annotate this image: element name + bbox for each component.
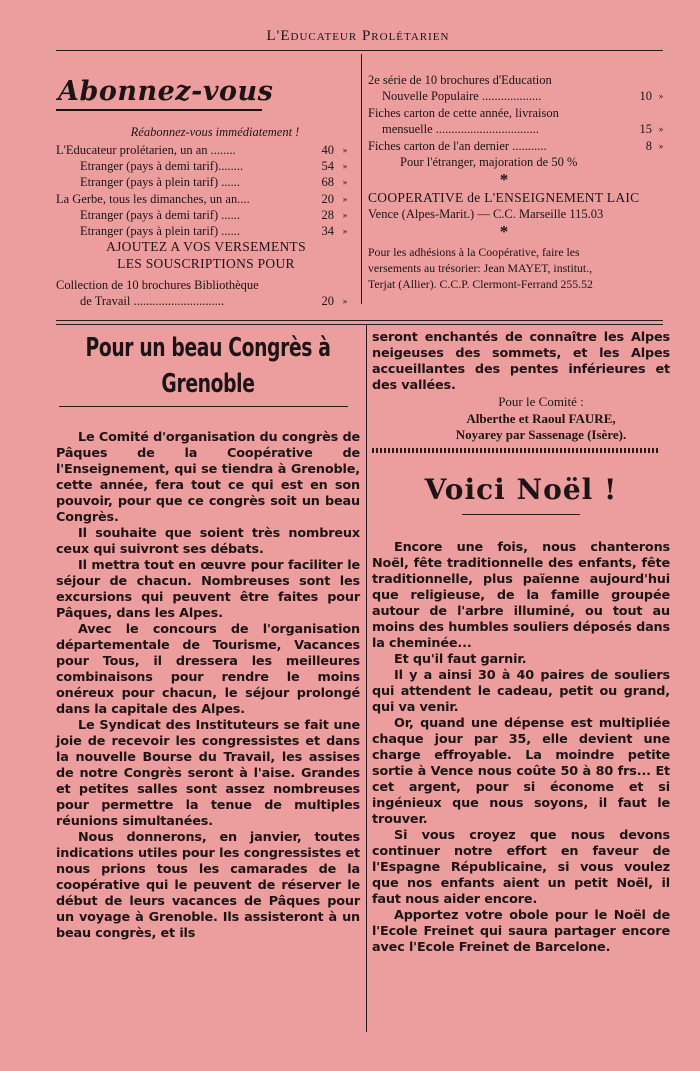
subscription-row [56, 174, 356, 190]
serie-line-2: Nouvelle Populaire ................... [382, 89, 542, 104]
signature-names: Alberthe et Raoul FAURE, [466, 410, 616, 426]
subscription-row-mark: » [342, 226, 348, 237]
subscription-row-label: Etranger (pays à demi tarif)........ [80, 159, 244, 174]
reabonnez-text: Réabonnez-vous immédiatement ! [130, 125, 300, 139]
fiches-dernier-price: 8 [645, 138, 652, 153]
subscription-box [56, 76, 356, 310]
subscription-row-mark: » [342, 209, 348, 220]
ajoutez-heading [56, 239, 356, 272]
subscription-row-mark: » [342, 193, 348, 204]
subscription-row-label: Etranger (pays à plein tarif) ...... [80, 224, 241, 239]
fiches-mark: » [658, 124, 664, 135]
congres-title-rule [59, 406, 348, 407]
subscription-row-price: 28 [321, 207, 334, 222]
collection-mark: » [342, 296, 348, 307]
subscription-row [56, 207, 356, 223]
congres-paragraph: Le Comité d'organisation du congrès de Pâques de la Coopérative de l'Enseignement, qui se tiendra à Grenoble, cette année, fera tout ce qui est en son pouvoir, pour que ce congrès soit un beau Congrès. [56, 430, 360, 525]
collection-line-2: de Travail ............................. [80, 294, 225, 309]
section-double-rule [56, 320, 663, 325]
subscription-row-label: L'Educateur prolétarien, un an ........ [56, 143, 236, 157]
subscription-row-mark: » [342, 145, 348, 155]
subscription-row [56, 158, 356, 174]
congres-paragraph: Nous donnerons, en janvier, toutes indications utiles pour les congressistes et nous prions tous les camarades de la coopérative qui le peuvent de réserver le début de leurs vacances de Pâques pour un voyage à Grenoble. Ils assisteront à un beau congrès, et ils [56, 830, 360, 941]
subscription-row-label: La Gerbe, tous les dimanches, un an.... [56, 191, 250, 206]
fiches-dernier-line: Fiches carton de l'an dernier ........... [368, 138, 547, 153]
noel-paragraph: Et qu'il faut garnir. [394, 651, 527, 667]
congres-paragraph: Avec le concours de l'organisation départementale de Tourisme, Vacances pour Tous, il dressera les meilleures combinaisons pour rendre le moins onéreux pour chacun, le séjour prolongé dans la capitale des Alpes. [56, 622, 360, 717]
congres-article [56, 330, 360, 942]
dotted-separator [372, 448, 660, 453]
congres-continuation [372, 330, 670, 394]
ajoutez-line-1: AJOUTEZ A VOS VERSEMENTS [106, 239, 306, 255]
adhesion-line-2: versements au trésorier: Jean MAYET, institut., [368, 261, 593, 276]
subscription-row-price: 40 [321, 143, 334, 157]
subscription-row-label: Etranger (pays à plein tarif) ...... [80, 175, 241, 190]
fiches-line-1: Fiches carton de cette année, livraison [368, 105, 559, 120]
masthead: L'Educateur Prolétarien [266, 28, 450, 44]
fiches-dernier-mark: » [658, 140, 664, 151]
noel-paragraph: Encore une fois, nous chanterons Noël, fête traditionnelle des enfants, fête traditionnelle, plus païenne aujourd'hui que religieuse, de la famille groupée autour de l'arbre illuminé, ou tout au moins des humbles souliers déposés dans la cheminée... [372, 539, 670, 651]
subscription-row-price: 68 [321, 175, 334, 190]
noel-body [372, 540, 670, 956]
ajoutez-line-2: LES SOUSCRIPTIONS POUR [117, 255, 295, 271]
collection-line-1: Collection de 10 brochures Bibliothèque [56, 278, 259, 293]
subscription-rows [56, 142, 356, 239]
subscription-row-label: Etranger (pays à demi tarif) ...... [80, 207, 241, 222]
collection-entry [56, 277, 356, 309]
congres-body [56, 430, 360, 942]
subscription-row [56, 142, 356, 158]
subscription-row [56, 191, 356, 207]
subscription-row-mark: » [342, 177, 348, 188]
top-rule [56, 50, 663, 51]
noel-paragraph: Apportez votre obole pour le Noël de l'Ecole Freinet qui saura partager encore avec l'Ecole Freinet de Barcelone. [372, 907, 670, 955]
signature-line-1: Pour le Comité : [498, 394, 584, 409]
bottom-column-divider [366, 324, 367, 1032]
noel-paragraph: Or, quand une dépense est multipliée chaque jour par 35, elle devient une charge effroyable. La moindre petite sortie à Vence nous coûte 50 à 80 frs... Et cet argent, pour si économe et si ingénieux que nous soyons, il faut le trouver. [372, 715, 670, 827]
noel-title: Voici Noël ! [424, 472, 618, 506]
adhesion-line-1: Pour les adhésions à la Coopérative, faire les [368, 245, 580, 260]
congres-continuation-text: seront enchantés de connaître les Alpes neigeuses des sommets, et les Alpes accueillantes des pentes inférieures et des vallées. [372, 330, 670, 393]
noel-title-rule [462, 514, 580, 515]
congres-title: Pour un beau Congrès à Grenoble [85, 333, 331, 399]
star-separator-2: * [499, 222, 509, 242]
star-separator-1: * [499, 170, 509, 190]
subscription-row [56, 223, 356, 239]
subscription-title: Abonnez-vous [58, 76, 274, 107]
cooperative-block [368, 190, 670, 222]
brochures-box [368, 72, 670, 292]
congres-paragraph: Il mettra tout en œuvre pour faciliter le séjour de chacun. Nombreuses sont les excursions qui peuvent être faites pour Pâques, dans les Alpes. [56, 558, 360, 621]
fiches-price: 15 [639, 122, 652, 137]
noel-paragraph: Il y a ainsi 30 à 40 paires de souliers qui attendent le cadeau, petit ou grand, qui va venir. [372, 667, 670, 715]
subscription-row-price: 54 [321, 159, 334, 174]
serie-price: 10 [639, 89, 652, 104]
fiches-line-2: mensuelle ................................. [382, 122, 539, 137]
congres-paragraph: Il souhaite que soient très nombreux ceux qui suivront ses débats. [56, 526, 360, 557]
subscription-row-price: 20 [321, 191, 334, 206]
subscription-row-mark: » [342, 161, 348, 172]
serie-mark: » [658, 91, 664, 102]
collection-price: 20 [321, 294, 334, 309]
subscription-row-price: 34 [321, 224, 334, 239]
congres-paragraph: Le Syndicat des Instituteurs se fait une joie de recevoir les congressistes et dans la nouvelle Bourse du Travail, les assises de notre Congrès seront à l'aise. Grandes et petites salles sont assez nombreuses pour permettre la tenue de multiples réunions simultanées. [56, 718, 360, 829]
cooperative-address: Vence (Alpes-Marit.) — C.C. Marseille 115.03 [368, 207, 604, 222]
cooperative-name: COOPERATIVE de L'ENSEIGNEMENT LAIC [368, 190, 640, 206]
majoration-line: Pour l'étranger, majoration de 50 % [400, 155, 578, 170]
serie-line-1: 2e série de 10 brochures d'Education [368, 73, 552, 87]
noel-paragraph: Si vous croyez que nous devons continuer notre effort en faveur de l'Espagne Républicaine, si vous voulez que nos enfants aient un petit Noël, il faut nous aider encore. [372, 827, 670, 907]
adhesion-block [368, 244, 670, 292]
subscription-title-rule [56, 109, 262, 111]
adhesion-line-3: Terjat (Allier). C.C.P. Clermont-Ferrand 255.52 [368, 277, 593, 292]
signature-address: Noyarey par Sassenage (Isère). [455, 427, 627, 442]
right-column [372, 330, 670, 956]
